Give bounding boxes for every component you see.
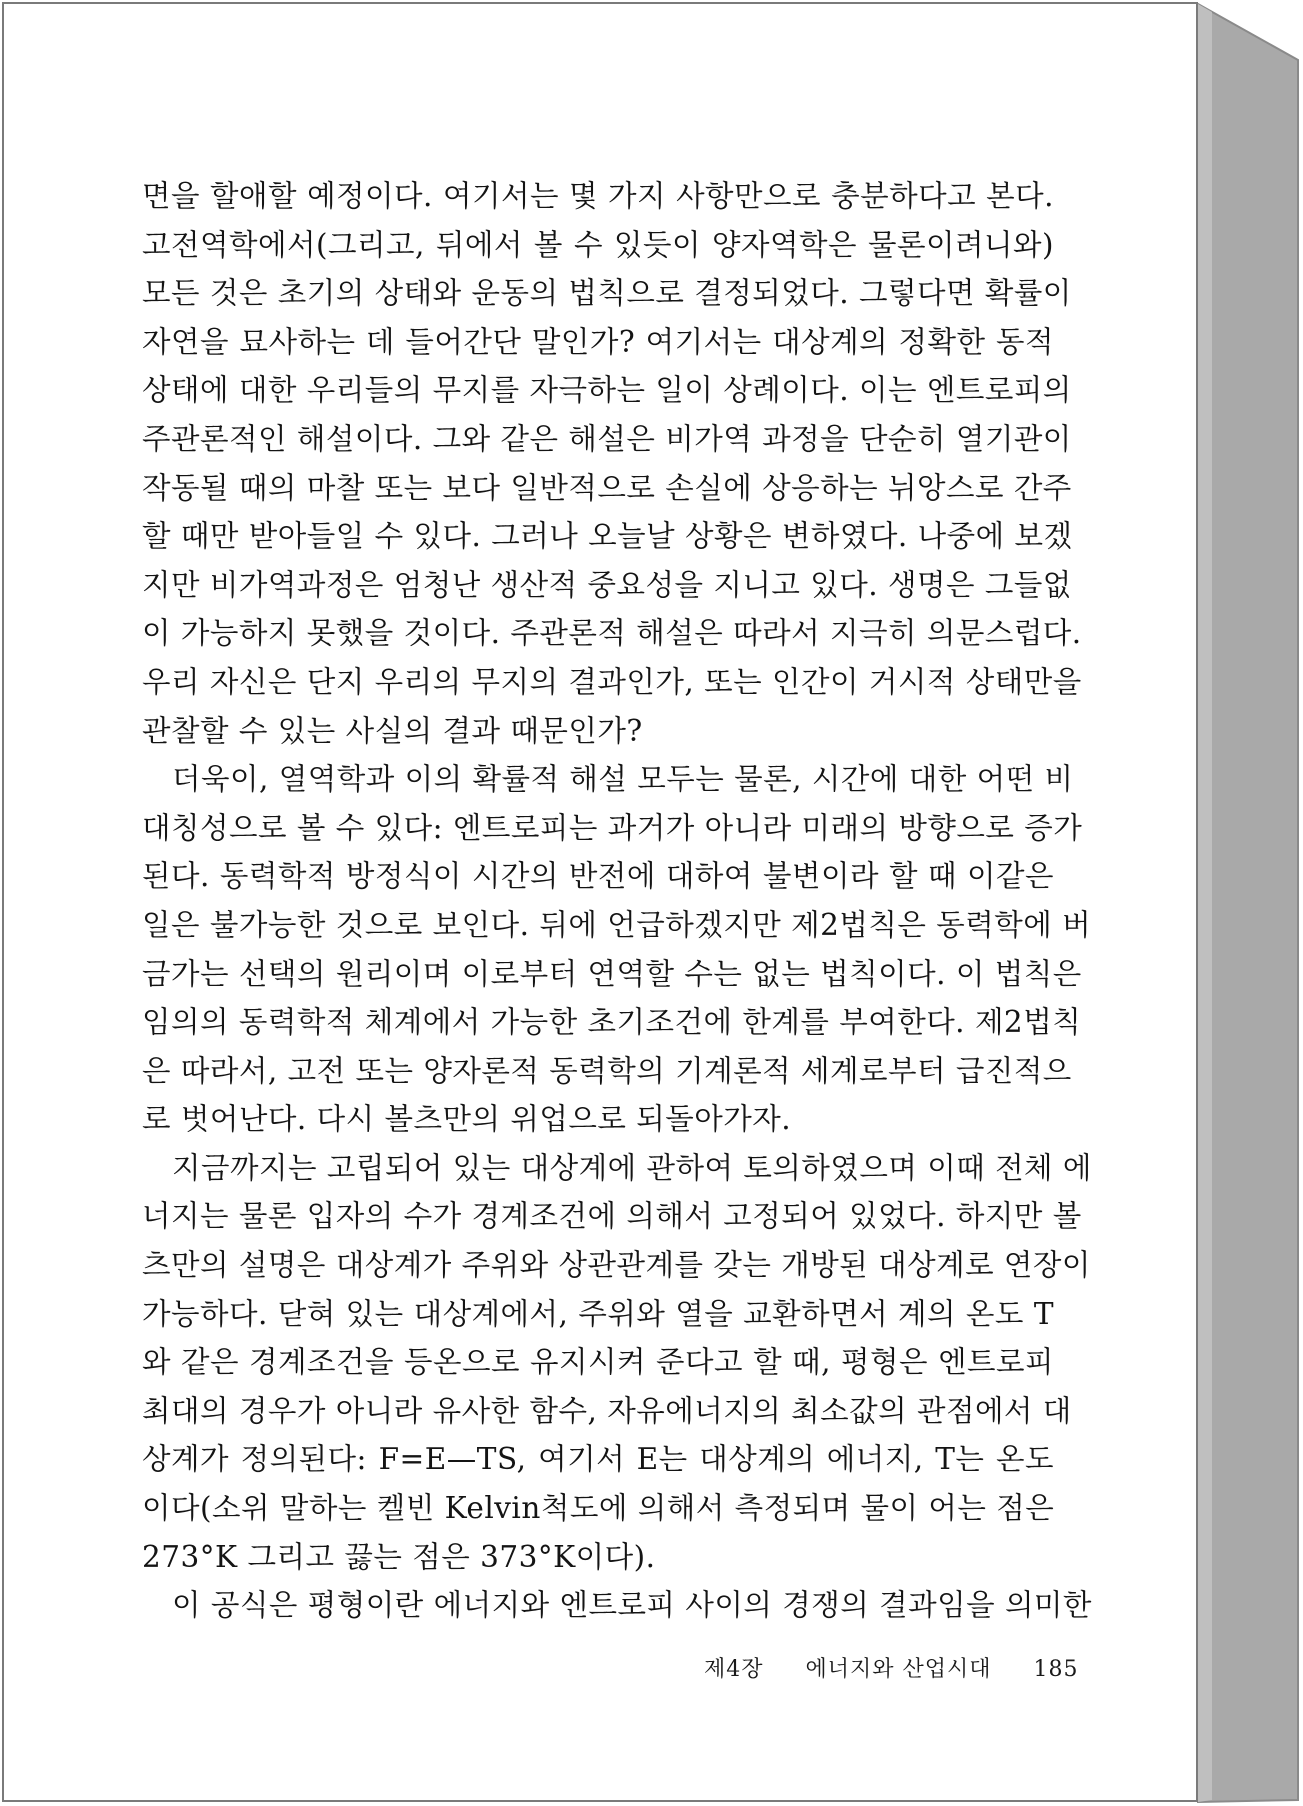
text-line: 우리 자신은 단지 우리의 무지의 결과인가, 또는 인간이 거시적 상태만을 <box>142 664 1082 699</box>
text-line: 273°K 그리고 끓는 점은 373°K이다). <box>142 1539 656 1574</box>
text-line: 자연을 묘사하는 데 들어간단 말인가? 여기서는 대상계의 정확한 동적 <box>142 324 1054 359</box>
text-line: 고전역학에서(그리고, 뒤에서 볼 수 있듯이 양자역학은 물론이려니와) <box>142 227 1054 262</box>
text-line: 임의의 동력학적 체계에서 가능한 초기조건에 한계를 부여한다. 제2법칙 <box>142 1005 1082 1040</box>
text-line: 금가는 선택의 원리이며 이로부터 연역할 수는 없는 법칙이다. 이 법칙은 <box>142 956 1082 991</box>
text-line: 상계가 정의된다: F=E—TS, 여기서 E는 대상계의 에너지, T는 온도 <box>142 1442 1054 1477</box>
body-text <box>142 172 1092 1630</box>
text-line: 된다. 동력학적 방정식이 시간의 반전에 대하여 불변이라 할 때 이같은 <box>142 859 1054 894</box>
text-line: 일은 불가능한 것으로 보인다. 뒤에 언급하겠지만 제2법칙은 동력학에 버 <box>142 907 1092 942</box>
text-line: 면을 할애할 예정이다. 여기서는 몇 가지 사항만으로 충분하다고 본다. <box>142 179 1054 213</box>
chapter-title: 에너지와 산업시대 <box>805 1657 992 1682</box>
text-line: 관찰할 수 있는 사실의 결과 때문인가? <box>142 713 643 748</box>
text-line: 주관론적인 해설이다. 그와 같은 해설은 비가역 과정을 단순히 열기관이 <box>142 421 1072 456</box>
text-line: 이 가능하지 못했을 것이다. 주관론적 해설은 따라서 지극히 의문스럽다. <box>142 616 1082 651</box>
text-line: 할 때만 받아들일 수 있다. 그러나 오늘날 상황은 변하였다. 나중에 보겠 <box>142 519 1073 554</box>
book-page <box>2 2 1198 1802</box>
text-line: 최대의 경우가 아니라 유사한 함수, 자유에너지의 최소값의 관점에서 대 <box>142 1393 1072 1428</box>
text-line: 작동될 때의 마찰 또는 보다 일반적으로 손실에 상응하는 뉘앙스로 간주 <box>142 470 1072 505</box>
spine-face <box>1198 4 1298 1802</box>
page-footer <box>704 1652 1079 1683</box>
text-line: 이 공식은 평형이란 에너지와 엔트로피 사이의 경쟁의 결과임을 의미한 <box>172 1588 1092 1623</box>
spine-shadow <box>1198 4 1212 1802</box>
text-line: 너지는 물론 입자의 수가 경계조건에 의해서 고정되어 있었다. 하지만 볼 <box>142 1199 1082 1234</box>
text-line: 지만 비가역과정은 엄청난 생산적 중요성을 지니고 있다. 생명은 그들없 <box>142 567 1072 602</box>
text-line: 지금까지는 고립되어 있는 대상계에 관하여 토의하였으며 이때 전체 에 <box>172 1150 1092 1185</box>
text-line: 대칭성으로 볼 수 있다: 엔트로피는 과거가 아니라 미래의 방향으로 증가 <box>142 810 1083 845</box>
text-line: 츠만의 설명은 대상계가 주위와 상관관계를 갖는 개방된 대상계로 연장이 <box>142 1248 1091 1283</box>
text-line: 로 벗어난다. 다시 볼츠만의 위업으로 되돌아가자. <box>142 1102 792 1137</box>
text-line: 더욱이, 열역학과 이의 확률적 해설 모두는 물론, 시간에 대한 어떤 비 <box>172 762 1074 797</box>
text-line: 은 따라서, 고전 또는 양자론적 동력학의 기계론적 세계로부터 급진적으 <box>142 1053 1072 1088</box>
text-line: 와 같은 경계조건을 등온으로 유지시켜 준다고 할 때, 평형은 엔트로피 <box>142 1345 1054 1380</box>
page-number: 185 <box>1033 1657 1079 1682</box>
text-line: 모든 것은 초기의 상태와 운동의 법칙으로 결정되었다. 그렇다면 확률이 <box>142 276 1072 311</box>
text-line: 이다(소위 말하는 켈빈 Kelvin척도에 의해서 측정되며 물이 어는 점은 <box>142 1491 1055 1526</box>
text-line: 상태에 대한 우리들의 무지를 자극하는 일이 상례이다. 이는 엔트로피의 <box>142 373 1072 408</box>
chapter-number: 제4장 <box>704 1657 764 1682</box>
text-line: 가능하다. 닫혀 있는 대상계에서, 주위와 열을 교환하면서 계의 온도 T <box>142 1296 1054 1331</box>
